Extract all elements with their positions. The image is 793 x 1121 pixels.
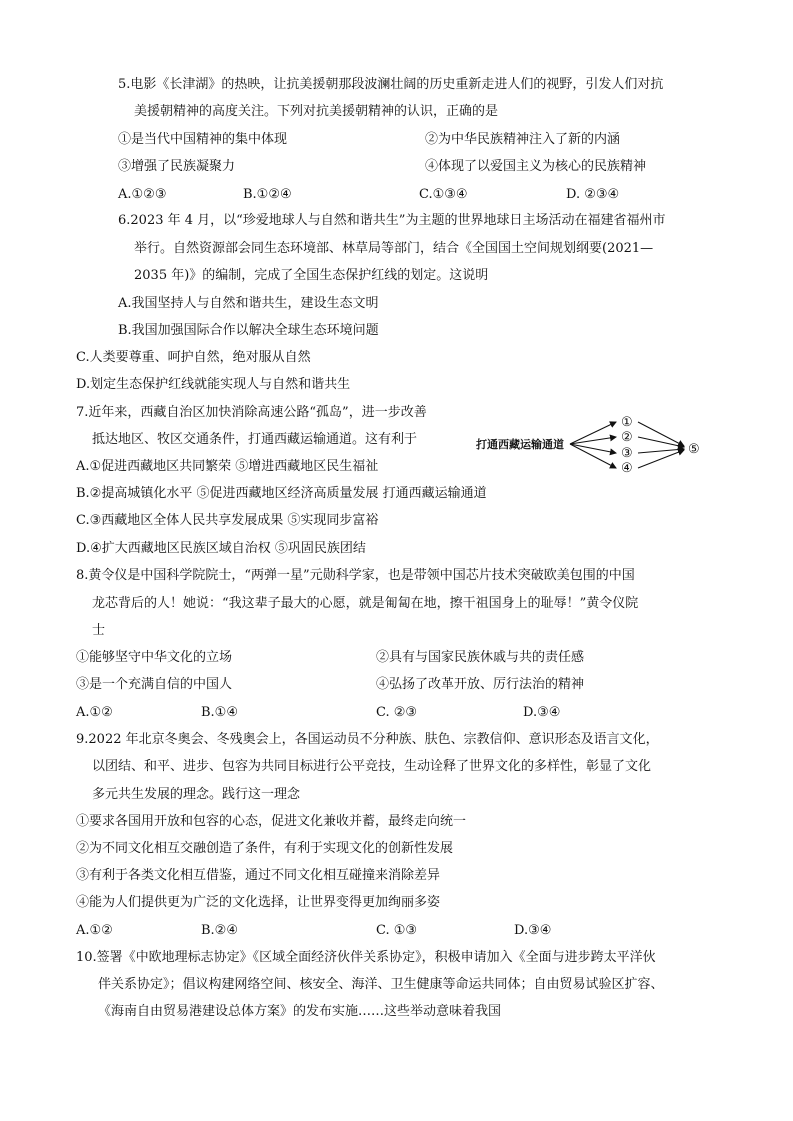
q6-option-c: C.人类要尊重、呵护自然，绝对服从自然 [76,350,311,365]
q6-option-d: D.划定生态保护红线就能实现人与自然和谐共生 [76,377,351,392]
q7-diagram-node-4: ④ [621,461,633,476]
q8-option-a: A.①② [76,705,113,720]
q7-diagram-arrow [570,444,616,453]
q7-option-b: B.②提高城镇化水平 ⑤促进西藏地区经济高质量发展 打通西藏运输通道 [76,486,487,501]
q8-statement-2: ②具有与国家民族休戚与共的责任感 [376,650,585,665]
q7-stem-line2: 抵达地区、牧区交通条件，打通西藏运输通道。这有利于 [92,432,418,447]
q7-diagram-node-3: ③ [621,446,633,461]
q9-option-d: D.③④ [514,923,552,938]
q8-option-c: C. ②③ [376,705,418,720]
q6-stem-line1: 6.2023 年 4 月，以“珍爱地球人与自然和谐共生”为主题的世界地球日主场活动在福建省福州市 [118,213,666,228]
q5-statement-2: ②为中华民族精神注入了新的内涵 [425,132,621,147]
q7-option-d: D.④扩大西藏地区民族区域自治权 ⑤巩固民族团结 [76,541,366,556]
q5-option-d: D. ②③④ [566,187,620,202]
q7-stem-line1: 7.近年来，西藏自治区加快消除高速公路“孤岛”，进一步改善 [76,405,427,420]
q10-stem-line2: 伴关系协定》；倡议构建网络空间、核安全、海洋、卫生健康等命运共同体；自由贸易试验区扩容、 [98,977,664,992]
q8-option-b: B.①④ [201,705,238,720]
q6-stem-line2: 举行。自然资源部会同生态环境部、林草局等部门，结合《全国国土空间规划纲要(2021— [134,241,654,256]
q5-stem-line2: 美援朝精神的高度关注。下列对抗美援朝精神的认识，正确的是 [134,104,499,119]
q8-statement-4: ④弘扬了改革开放、厉行法治的精神 [376,677,585,692]
q10-stem-line3: 《海南自由贸易港建设总体方案》的发布实施……这些举动意味着我国 [98,1004,502,1019]
q8-statement-3: ③是一个充满自信的中国人 [76,677,233,692]
q9-statement-2: ②为不同文化相互交融创造了条件，有利于实现文化的创新性发展 [76,841,454,856]
q7-diagram-node-1: ① [621,415,633,430]
q5-option-c: C.①③④ [419,187,468,202]
q9-option-a: A.①② [76,923,113,938]
q5-statement-3: ③增强了民族凝聚力 [118,159,236,174]
q5-option-b: B.①②④ [243,187,292,202]
q8-stem-line3: 士 [92,623,106,638]
q8-statement-1: ①能够坚守中华文化的立场 [76,650,233,665]
q6-option-b: B.我国加强国际合作以解决全球生态环境问题 [118,323,379,338]
q7-diagram-target: ⑤ [688,442,700,457]
q9-stem-line3: 多元共生发展的理念。践行这一理念 [92,787,301,802]
q8-option-d: D.③④ [523,705,561,720]
q7-option-a: A.①促进西藏地区共同繁荣 ⑤增进西藏地区民生福祉 [76,459,379,474]
q9-statement-3: ③有利于各类文化相互借鉴，通过不同文化相互碰撞来消除差异 [76,868,441,883]
q9-stem-line2: 以团结、和平、进步、包容为共同目标进行公平竞技，生动诠释了世界文化的多样性，彰显了文化 [92,759,652,774]
q5-stem-line1: 5.电影《长津湖》的热映，让抗美援朝那段波澜壮阔的历史重新走进人们的视野，引发人们对抗 [118,77,664,92]
q10-stem-line1: 10.签署《中欧地理标志协定》《区域全面经济伙伴关系协定》，积极申请加入《全面与进步跨太平洋伙 [76,950,656,965]
q9-statement-1: ①要求各国用开放和包容的心态，促进文化兼收并蓄，最终走向统一 [76,814,467,829]
q6-option-a: A.我国坚持人与自然和谐共生，建设生态文明 [118,296,379,311]
q5-statement-4: ④体现了以爱国主义为核心的民族精神 [425,159,647,174]
q8-stem-line2: 龙芯背后的人！她说：“我这辈子最大的心愿，就是匍匐在地，擦干祖国身上的耻辱！”黄令仪院 [92,596,639,611]
q7-flow-diagram [476,410,746,482]
q7-diagram-node-2: ② [621,430,633,445]
q9-option-b: B.②④ [201,923,238,938]
q8-stem-line1: 8.黄令仪是中国科学院院士，“两弹一星”元勋科学家，也是带领中国芯片技术突破欧美包围的中国 [76,568,635,583]
q9-statement-4: ④能为人们提供更为广泛的文化选择，让世界变得更加绚丽多姿 [76,895,441,910]
q5-option-a: A.①②③ [118,187,167,202]
q6-stem-line3: 2035 年)》的编制，完成了全国生态保护红线的划定。这说明 [134,268,489,283]
q7-diagram-arrow [570,444,616,468]
q7-diagram-source-label: 打通西藏运输通道 [476,438,564,451]
q9-stem-line1: 9.2022 年北京冬奥会、冬残奥会上，各国运动员不分种族、肤色、宗教信仰、意识形态及语言文化， [76,732,659,747]
q9-option-c: C. ①③ [376,923,418,938]
q5-statement-1: ①是当代中国精神的集中体现 [118,132,288,147]
q7-option-c: C.③西藏地区全体人民共享发展成果 ⑤实现同步富裕 [76,513,379,528]
